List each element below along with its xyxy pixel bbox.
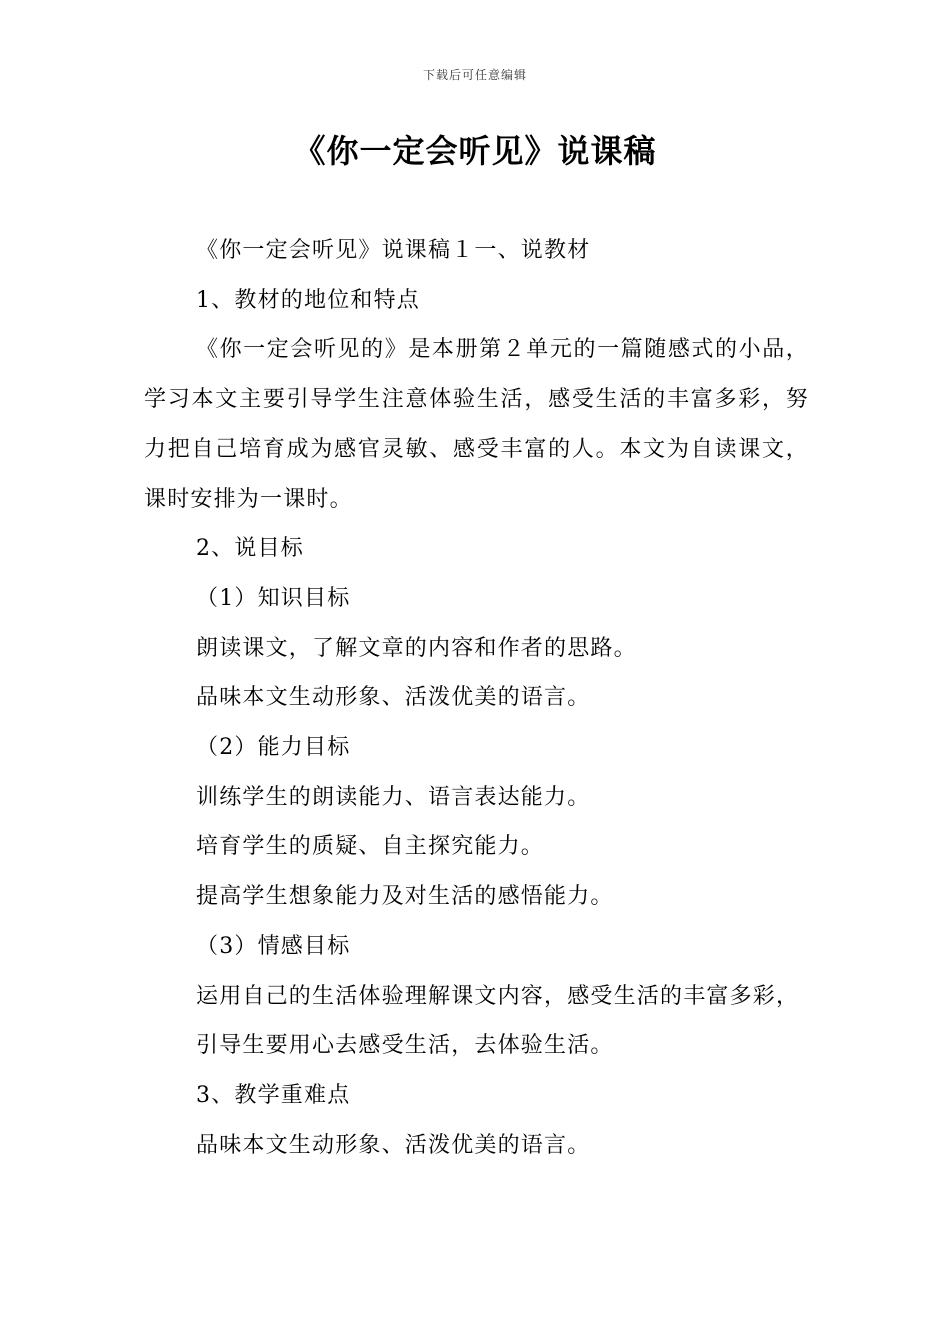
paragraph-knowledge-goal-1: 朗读课文，了解文章的内容和作者的思路。	[196, 635, 637, 661]
paragraph-section-3-heading: 3、教学重难点	[196, 1082, 351, 1108]
header-note: 下载后可任意编辑	[422, 68, 527, 82]
paragraph-key-point: 品味本文生动形象、活泼优美的语言。	[196, 1132, 591, 1158]
paragraph-ability-goal-1: 训练学生的朗读能力、语言表达能力。	[196, 784, 591, 810]
paragraph-ability-goal-3: 提高学生想象能力及对生活的感悟能力。	[196, 884, 614, 910]
page-title: 《你一定会听见》说课稿	[293, 132, 657, 170]
paragraph-emotion-goal-2: 引导生要用心去感受生活，去体验生活。	[196, 1033, 614, 1059]
paragraph-emotion-goal-heading: （3）情感目标	[196, 933, 351, 959]
paragraph-material-description: 《你一定会听见的》是本册第２单元的一篇随感式的小品，学习本文主要引导学生注意体验生活，感受生活的丰富多彩，努力把自己培育成为感官灵敏、感受丰富的人。本文为自读课文，课时安排为一课时。	[144, 337, 809, 512]
paragraph-section-1-heading: 1、教材的地位和特点	[196, 287, 420, 313]
document-body	[144, 226, 809, 1170]
paragraph-section-2-heading: 2、说目标	[196, 536, 304, 562]
paragraph-emotion-goal-1: 运用自己的生活体验理解课文内容，感受生活的丰富多彩，	[196, 983, 800, 1009]
paragraph-knowledge-goal-2: 品味本文生动形象、活泼优美的语言。	[196, 685, 591, 711]
paragraph-intro: 《你一定会听见》说课稿１一、说教材	[196, 238, 591, 263]
paragraph-knowledge-goal-heading: （1）知识目标	[196, 585, 351, 611]
paragraph-ability-goal-heading: （2）能力目标	[196, 735, 351, 761]
paragraph-ability-goal-2: 培育学生的质疑、自主探究能力。	[196, 834, 545, 860]
